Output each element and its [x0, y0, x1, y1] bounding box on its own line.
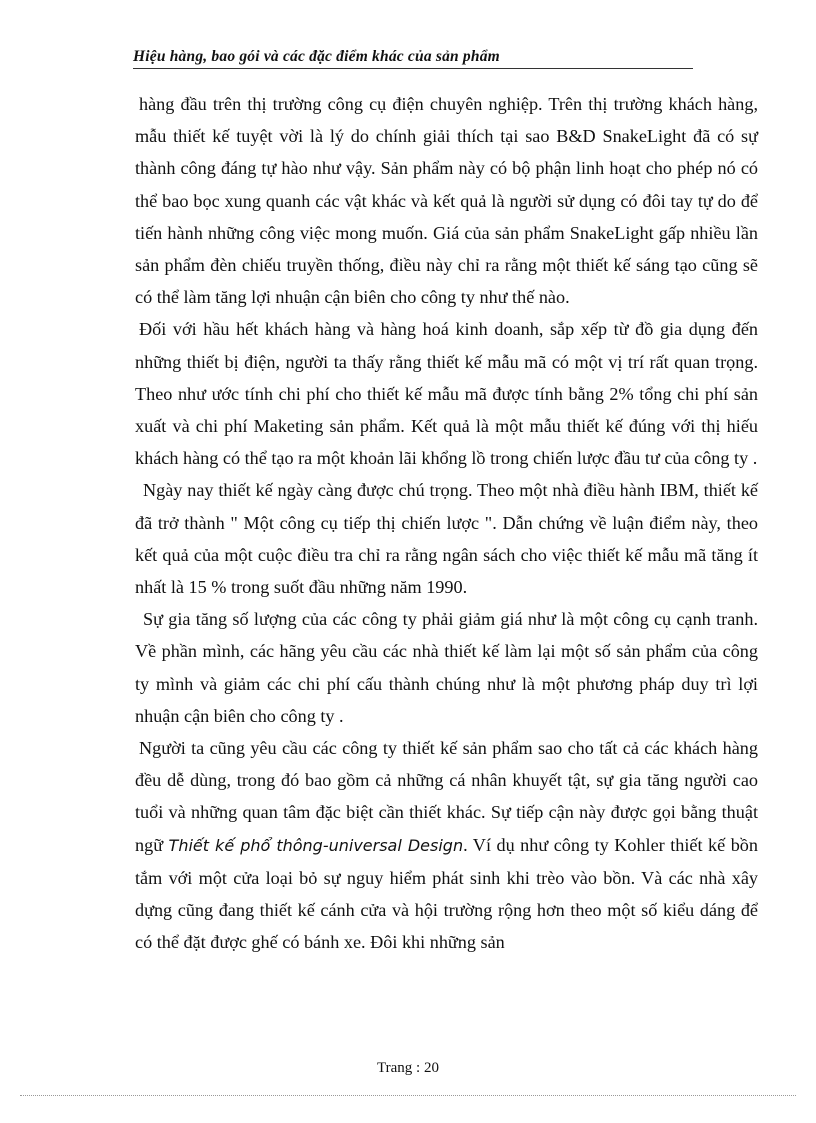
paragraph-2: Đối với hầu hết khách hàng và hàng hoá kinh doanh, sắp xếp từ đồ gia dụng đến những thiết bị điện, người ta thấy rằng thiết kế mẫu mã có một vị trí rất quan trọng. Theo như ước tính chi phí cho thiết kế mẫu mã được tính bằng 2% tổng chi phí sản xuất và chi phí Maketing sản phẩm. Kết quả là một mẫu thiết kế đúng với thị hiếu khách hàng có thể tạo ra một khoản lãi khổng lồ trong chiến lược đầu tư của công ty . — [135, 319, 758, 469]
running-header: Hiệu hàng, bao gói và các đặc điểm khác của sản phẩm — [133, 48, 500, 65]
header-rule — [133, 68, 693, 69]
paragraph-4: Sự gia tăng số lượng của các công ty phải giảm giá như là một công cụ cạnh tranh. Về phần mình, các hãng yêu cầu các nhà thiết kế làm lại một số sản phẩm của công ty mình và giảm các chi phí cấu thành chúng như là một phương pháp duy trì lợi nhuận cận biên cho công ty . — [135, 609, 758, 726]
paragraph-5-end: . Ví dụ như công ty Kohler thiết kế bồn tắm với một cửa loại bỏ sự nguy hiểm phát sinh khi trèo vào bồn. Và các nhà xây dựng cũng đang thiết kế cánh cửa và hội trường rộng hơn theo một số kiểu dáng để có thể đặt được ghế có bánh xe. Đôi khi những sản — [135, 834, 758, 953]
body-text — [135, 88, 758, 958]
paragraph-3: Ngày nay thiết kế ngày càng được chú trọng. Theo một nhà điều hành IBM, thiết kế đã trở thành " Một công cụ tiếp thị chiến lược ". Dẫn chứng về luận điểm này, theo kết quả của một cuộc điều tra chỉ ra rằng ngân sách cho việc thiết kế mẫu mã tăng ít nhất là 15 % trong suốt đầu những năm 1990. — [135, 480, 758, 598]
paragraph-5-start: Người ta cũng yêu cầu các công ty thiết kế sản phẩm sao cho tất cả các khách hàng đều dễ dùng, trong đó bao gồm cả những cá nhân khuyết tật, sự gia tăng người cao tuổi và những quan tâm đặc biệt cần thiết khác. Sự tiếp cận này được gọi bằng thuật ngữ — [135, 738, 758, 855]
paragraph-5 — [135, 732, 758, 958]
bottom-dotted-rule — [20, 1095, 796, 1096]
universal-design-term: Thiết kế phổ thông-universal Design — [168, 835, 464, 855]
page-number: Trang : 20 — [377, 1060, 439, 1076]
paragraph-1: hàng đầu trên thị trường công cụ điện chuyên nghiệp. Trên thị trường khách hàng, mẫu thiết kế tuyệt vời là lý do chính giải thích tại sao B&D SnakeLight đã có sự thành công đáng tự hào như vậy. Sản phẩm này có bộ phận linh hoạt cho phép nó có thể bao bọc xung quanh các vật khác và kết quả là người sử dụng có đôi tay tự do để tiến hành những công việc mong muốn. Giá của sản phẩm SnakeLight gấp nhiều lần sản phẩm đèn chiếu truyền thống, điều này chỉ ra rằng một thiết kế sáng tạo cũng sẽ có thể làm tăng lợi nhuận cận biên cho công ty như thế nào. — [135, 94, 758, 308]
